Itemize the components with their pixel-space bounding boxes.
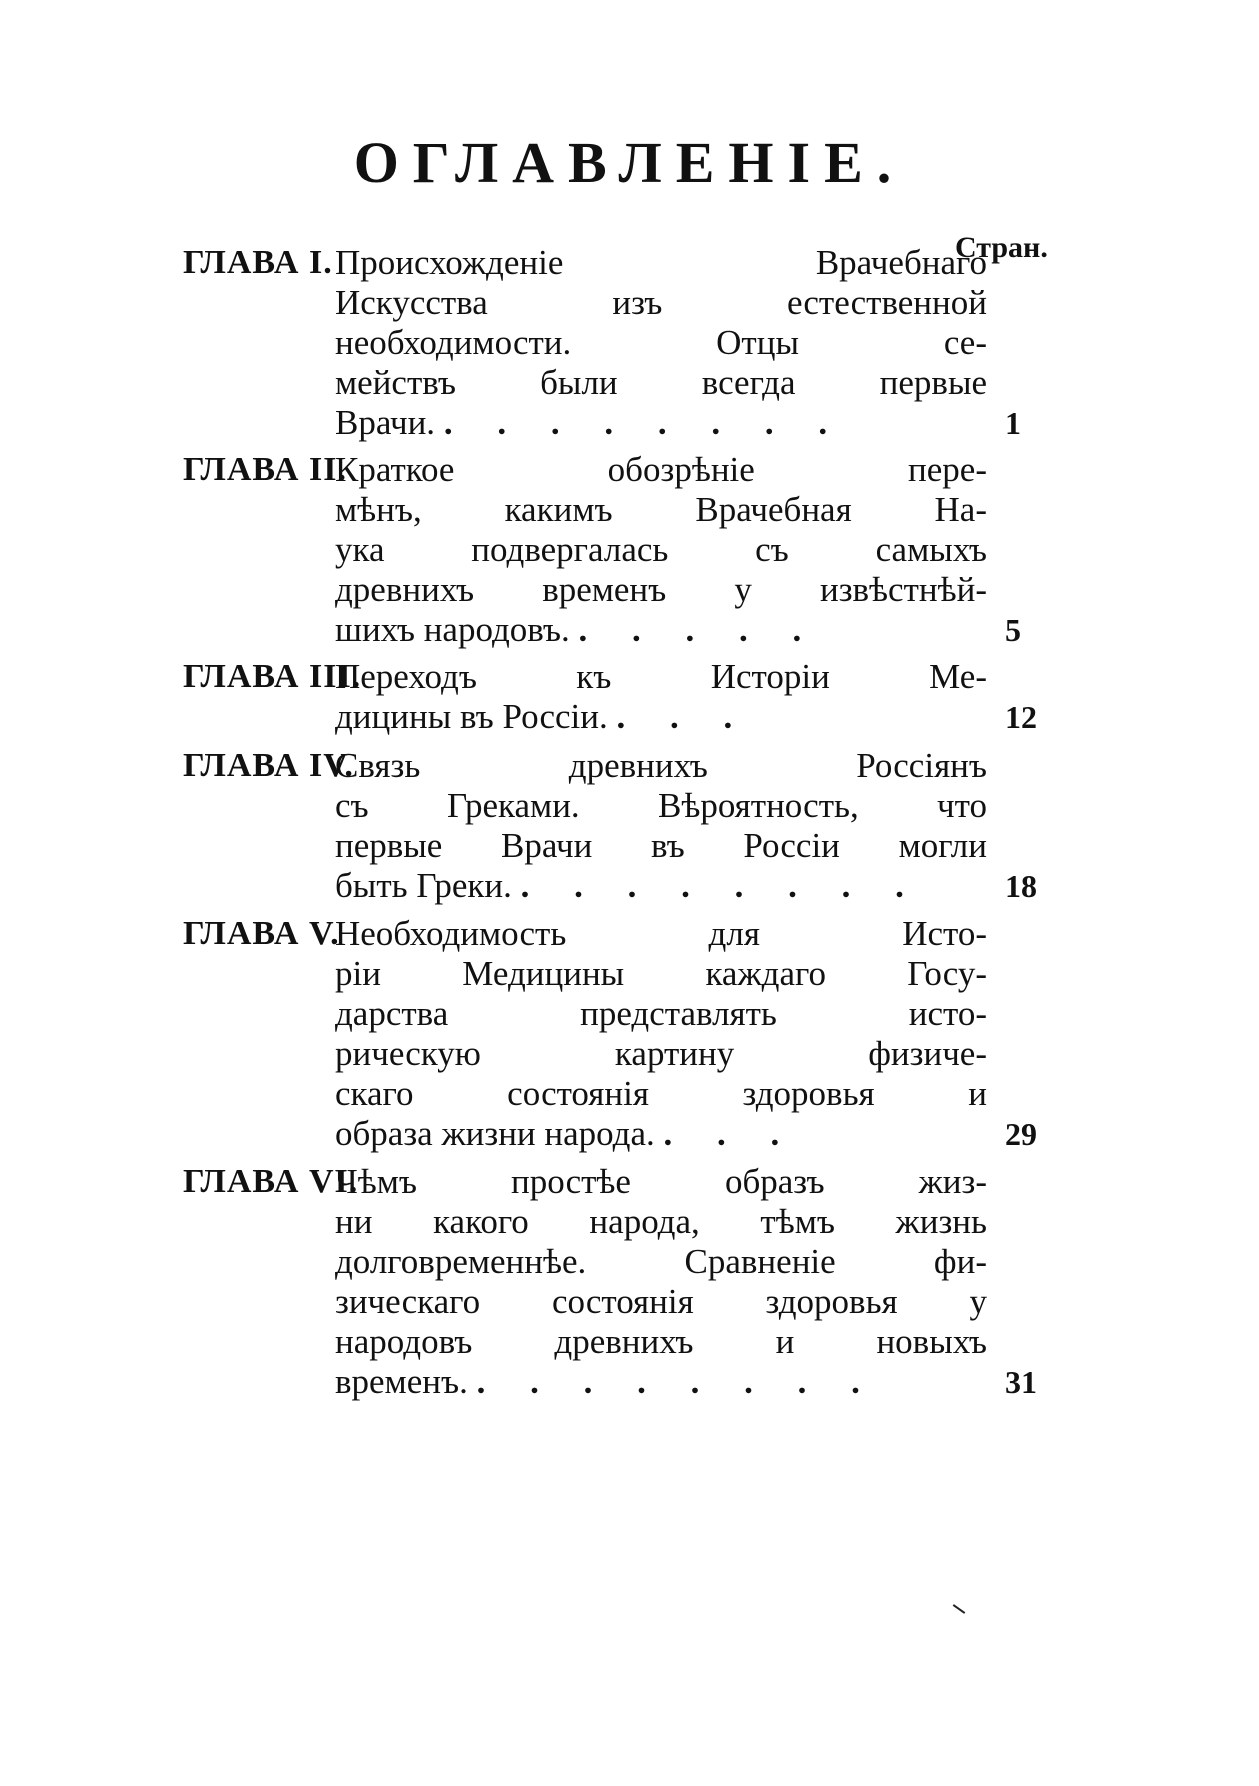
description-line: народовъ древнихъ и новыхъ [335, 1322, 987, 1361]
print-speck [953, 1604, 966, 1614]
description-line: временъ. [335, 1362, 468, 1401]
leader-dots: . . . . . [578, 610, 820, 649]
description-line: Краткое обозрѣніе пере- [335, 450, 987, 489]
chapter-description [335, 243, 987, 443]
chapter-label: ГЛАВА IV. [183, 747, 354, 784]
leader-dots: . . . . . . . . [443, 403, 846, 442]
description-line: шихъ народовъ. [335, 610, 570, 649]
chapter-description [335, 1162, 987, 1402]
leader-dots: . . . [663, 1114, 798, 1153]
chapter-label: ГЛАВА III. [183, 658, 362, 695]
description-line-last [335, 1114, 987, 1154]
description-line: мействъ были всегда первые [335, 363, 987, 402]
description-line: ріи Медицины каждаго Госу- [335, 954, 987, 993]
description-line: Необходимость для Исто- [335, 914, 987, 953]
description-line: рическую картину физиче- [335, 1034, 987, 1073]
chapter-label: ГЛАВА I. [183, 244, 333, 281]
page-number: 1 [1005, 405, 1021, 441]
page-title: ОГЛАВЛЕНІЕ. [353, 130, 906, 195]
description-line: быть Греки. [335, 866, 512, 905]
description-line: Врачи. [335, 403, 436, 442]
chapter-label: ГЛАВА V. [183, 915, 340, 952]
description-line: дицины въ Россіи. [335, 697, 608, 736]
description-line: Происхожденіе Врачебнаго [335, 243, 987, 282]
chapter-label: ГЛАВА VI. [183, 1163, 359, 1200]
page-number: 18 [1005, 868, 1037, 904]
description-line-last [335, 866, 987, 906]
description-line: съ Греками. Вѣроятность, что [335, 786, 987, 825]
page-number: 5 [1005, 612, 1021, 648]
description-line-last [335, 403, 987, 443]
description-line: древнихъ временъ у извѣстнѣй- [335, 570, 987, 609]
description-line: первые Врачи въ Россіи могли [335, 826, 987, 865]
description-line: образа жизни народа. [335, 1114, 655, 1153]
description-line: скаго состоянія здоровья и [335, 1074, 987, 1113]
chapter-label: ГЛАВА II. [183, 451, 347, 488]
description-line-last [335, 610, 987, 650]
page-number: 31 [1005, 1364, 1037, 1400]
description-line: мѣнъ, какимъ Врачебная На- [335, 490, 987, 529]
description-line: ни какого народа, тѣмъ жизнь [335, 1202, 987, 1241]
page-number: 29 [1005, 1116, 1037, 1152]
description-line: Искусства изъ естественной [335, 283, 987, 322]
chapter-description [335, 657, 987, 737]
description-line: необходимости. Отцы се- [335, 323, 987, 362]
chapter-description [335, 746, 987, 906]
leader-dots: . . . . . . . . [520, 866, 922, 905]
description-line: ука подвергалась съ самыхъ [335, 530, 987, 569]
chapter-description [335, 914, 987, 1154]
leader-dots: . . . [616, 697, 751, 736]
description-line: долговременнѣе. Сравненіе фи- [335, 1242, 987, 1281]
description-line: зическаго состоянія здоровья у [335, 1282, 987, 1321]
description-line: Переходъ къ Исторіи Ме- [335, 657, 987, 696]
description-line: Связь древнихъ Россіянъ [335, 746, 987, 785]
chapter-description [335, 450, 987, 650]
page-number: 12 [1005, 699, 1037, 735]
page-column-label: Стран. [955, 231, 1048, 264]
description-line: дарства представлять исто- [335, 994, 987, 1033]
leader-dots: . . . . . . . . [476, 1362, 878, 1401]
description-line-last [335, 697, 987, 737]
description-line-last [335, 1362, 987, 1402]
description-line: Чѣмъ простѣе образъ жиз- [335, 1162, 987, 1201]
